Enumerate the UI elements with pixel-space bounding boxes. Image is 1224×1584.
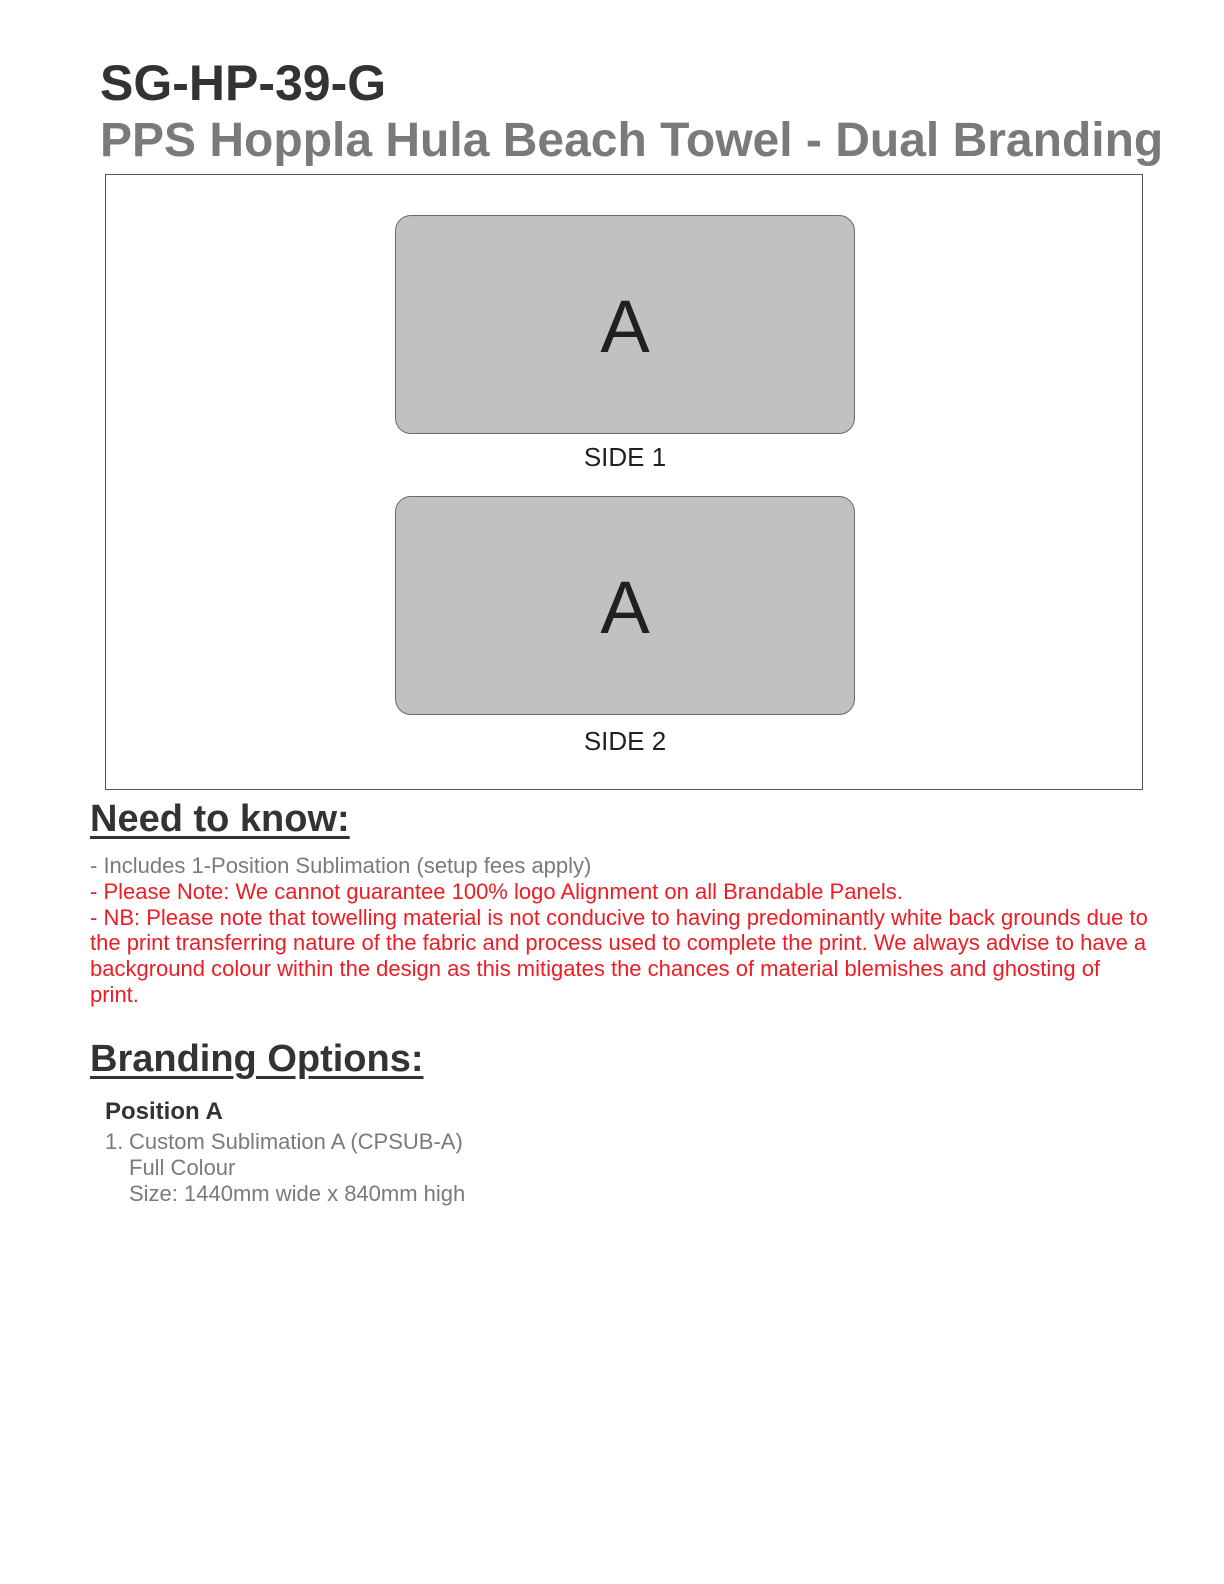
position-letter: A — [600, 284, 650, 368]
side-label: SIDE 2 — [583, 726, 667, 756]
option-name: Custom Sublimation A (CPSUB-A) — [129, 1129, 463, 1154]
print-panel-side-1 — [395, 215, 855, 434]
branding-options-heading: Branding Options: — [90, 1038, 424, 1080]
note-item: - Please Note: We cannot guarantee 100% logo Alignment on all Brandable Panels. — [90, 878, 903, 904]
option-number: 1. — [105, 1129, 124, 1154]
product-code: SG-HP-39-G — [100, 55, 387, 111]
need-to-know-heading: Need to know: — [90, 798, 350, 840]
list-item — [105, 1129, 465, 1155]
position-title: Position A — [105, 1098, 223, 1125]
position-letter: A — [600, 565, 650, 649]
option-size: Size: 1440mm wide x 840mm high — [129, 1181, 466, 1206]
branding-option-list — [105, 1129, 465, 1207]
need-to-know-notes — [90, 853, 1150, 1008]
option-colour: Full Colour — [129, 1155, 236, 1180]
print-panel-side-2 — [395, 496, 855, 715]
product-name: PPS Hoppla Hula Beach Towel - Dual Branding — [100, 114, 1164, 167]
branding-diagram — [105, 174, 1143, 790]
note-item: - NB: Please note that towelling material is not conducive to having predominantly white back grounds due to the print transferring nature of the fabric and process used to complete the print. We always advise to have a background colour within the design as this mitigates the chances of material blemishes and ghosting of print. — [90, 904, 1148, 1007]
note-item: - Includes 1-Position Sublimation (setup fees apply) — [90, 853, 592, 878]
side-label: SIDE 1 — [583, 442, 667, 472]
